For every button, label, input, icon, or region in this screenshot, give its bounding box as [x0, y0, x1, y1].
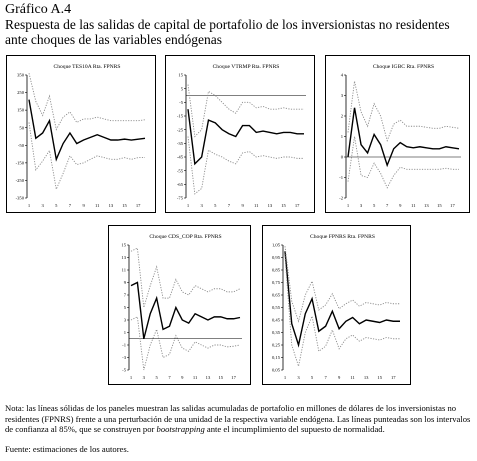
- y-tick-label: -75: [176, 195, 183, 201]
- chart-title: Choque CDS_COP Rta. FPNRS: [149, 234, 222, 240]
- x-tick-label: 13: [424, 203, 429, 208]
- x-tick-label: 5: [214, 203, 217, 208]
- figure-title: Respuesta de las salidas de capital de portafolio de los inversionistas no residentes ante choques de las variables endógenas: [5, 17, 450, 47]
- y-tick-label: -35: [176, 140, 183, 146]
- y-tick-label: -1: [122, 342, 126, 348]
- y-tick-label: 7: [123, 292, 126, 298]
- note-text-pre: Nota: las líneas sólidas de los paneles muestran las salidas acumuladas de portafolio en millones de dólares de los inversionistas no residentes (FPNRS) frente a una perturbación de una unidad de la respectiva variable endógena. Las líneas punteadas son los intervalos de confianza al 85%, que se construyen por: [5, 403, 471, 434]
- x-tick-label: 15: [122, 203, 127, 208]
- y-tick-label: -65: [176, 181, 183, 187]
- x-tick-label: 3: [359, 203, 363, 208]
- series-line-response: [348, 108, 459, 165]
- x-tick-label: 13: [108, 203, 114, 208]
- y-tick-label: 0,95: [271, 255, 280, 261]
- y-tick-label: -25: [176, 127, 183, 133]
- y-tick-label: 3: [340, 93, 343, 99]
- y-tick-label: -2: [339, 195, 343, 201]
- x-tick-label: 11: [350, 375, 355, 380]
- chart-panel-igbc: [325, 55, 470, 213]
- figure-heading: [5, 2, 473, 47]
- x-tick-label: 7: [386, 203, 389, 208]
- x-tick-label: 17: [390, 375, 396, 380]
- y-tick-label: 0,65: [271, 292, 280, 298]
- chart-title: Choque IGBC Rta. FPNRS: [372, 64, 435, 70]
- x-tick-label: 9: [241, 203, 244, 208]
- y-tick-label: 0,05: [271, 367, 280, 373]
- x-tick-label: 11: [254, 203, 259, 208]
- chart-title: Choque FPNRS Rta. FPNRS: [310, 234, 375, 240]
- x-tick-label: 1: [27, 203, 31, 208]
- note-text-emphasis: bootstrapping: [156, 424, 205, 434]
- chart-svg-2: [326, 56, 469, 212]
- y-tick-label: 15: [178, 72, 183, 78]
- x-tick-label: 7: [324, 375, 327, 380]
- y-tick-label: 0,35: [271, 330, 280, 336]
- y-tick-label: 0,15: [271, 355, 280, 361]
- x-tick-label: 11: [192, 375, 198, 380]
- x-tick-label: 9: [181, 375, 184, 380]
- series-line-response: [29, 100, 145, 160]
- x-tick-label: 1: [129, 375, 133, 380]
- y-tick-label: 0,55: [271, 305, 280, 311]
- x-tick-label: 5: [310, 375, 314, 380]
- x-tick-label: 1: [283, 375, 287, 380]
- x-tick-label: 7: [168, 375, 171, 380]
- x-tick-label: 17: [294, 203, 300, 208]
- series-line-upper: [188, 85, 304, 137]
- y-tick-label: 150: [17, 107, 24, 113]
- chart-svg-0: [7, 56, 155, 212]
- y-tick-label: -3: [122, 355, 126, 361]
- y-tick-label: 0,25: [271, 342, 280, 348]
- x-tick-label: 5: [372, 203, 376, 208]
- figure-label: Gráfico A.4: [5, 2, 72, 17]
- x-tick-label: 7: [227, 203, 231, 208]
- y-tick-label: -50: [17, 142, 24, 148]
- x-tick-label: 17: [450, 203, 455, 208]
- y-tick-label: 13: [121, 255, 126, 261]
- series-line-upper: [348, 81, 459, 140]
- x-tick-label: 7: [68, 203, 72, 208]
- x-tick-label: 17: [135, 203, 141, 208]
- x-tick-label: 3: [297, 375, 300, 380]
- x-tick-label: 11: [95, 203, 100, 208]
- chart-panel-vtrmp: [165, 55, 315, 213]
- chart-svg-1: [166, 56, 314, 212]
- x-tick-label: 9: [82, 203, 85, 208]
- y-tick-label: -1: [339, 175, 343, 181]
- x-tick-label: 9: [337, 375, 341, 380]
- series-line-response: [188, 109, 304, 164]
- y-tick-label: -5: [122, 367, 126, 373]
- x-tick-label: 5: [55, 203, 58, 208]
- y-tick-label: 5: [123, 305, 126, 311]
- y-tick-label: 1,05: [271, 242, 280, 248]
- y-tick-label: 50: [19, 125, 24, 131]
- series-line-upper: [131, 248, 240, 307]
- note-text-post: ante el incumplimiento del supuesto de normalidad.: [204, 424, 385, 434]
- chart-title: Choque VTRMP Rta. FPNRS: [212, 64, 280, 70]
- series-line-lower: [29, 122, 145, 189]
- figure-source: Fuente: estimaciones de los autores.: [5, 444, 129, 454]
- y-tick-label: 3: [123, 317, 126, 323]
- y-tick-label: 4: [340, 72, 343, 78]
- x-tick-label: 3: [142, 375, 145, 380]
- series-line-lower: [188, 137, 304, 194]
- y-tick-label: 350: [17, 72, 24, 78]
- y-tick-label: -150: [15, 160, 24, 166]
- x-tick-label: 13: [267, 203, 273, 208]
- y-tick-label: 9: [123, 280, 126, 286]
- x-tick-label: 5: [155, 375, 158, 380]
- series-line-lower: [285, 256, 400, 366]
- x-tick-label: 1: [186, 203, 190, 208]
- series-line-upper: [285, 246, 400, 321]
- y-tick-label: 0,85: [271, 267, 280, 273]
- y-tick-label: 1: [340, 134, 343, 140]
- y-tick-label: 15: [121, 242, 126, 248]
- x-tick-label: 11: [411, 203, 416, 208]
- chart-title: Choque TES10A Rta. FPNRS: [53, 64, 121, 70]
- x-tick-label: 15: [218, 375, 224, 380]
- series-line-response: [285, 251, 400, 345]
- y-tick-label: 0: [340, 154, 343, 160]
- y-tick-label: 250: [17, 90, 24, 96]
- chart-svg-3: [109, 226, 250, 384]
- x-tick-label: 15: [377, 375, 383, 380]
- x-tick-label: 17: [231, 375, 236, 380]
- chart-panel-fpnrs: [262, 225, 411, 385]
- x-tick-label: 13: [205, 375, 211, 380]
- y-tick-label: 0,45: [271, 317, 280, 323]
- series-line-response: [131, 283, 240, 339]
- chart-panel-cds-cop: [108, 225, 251, 385]
- x-tick-label: 15: [437, 203, 442, 208]
- figure-note: [5, 403, 475, 435]
- x-tick-label: 15: [281, 203, 286, 208]
- chart-panel-tes10a: [6, 55, 156, 213]
- y-tick-label: 0,75: [271, 280, 280, 286]
- chart-svg-4: [263, 226, 410, 384]
- x-tick-label: 3: [41, 203, 44, 208]
- y-tick-label: -5: [179, 99, 183, 105]
- x-tick-label: 9: [399, 203, 402, 208]
- y-tick-label: -250: [15, 178, 24, 184]
- y-tick-label: -55: [176, 168, 183, 174]
- x-tick-label: 3: [200, 203, 203, 208]
- y-tick-label: 2: [340, 113, 343, 119]
- x-tick-label: 1: [346, 203, 350, 208]
- y-tick-label: -15: [176, 113, 183, 119]
- y-tick-label: -350: [15, 195, 24, 201]
- y-tick-label: 5: [180, 86, 183, 92]
- y-tick-label: -45: [176, 154, 183, 160]
- series-line-upper: [29, 73, 145, 129]
- x-tick-label: 13: [363, 375, 369, 380]
- y-tick-label: 1: [123, 330, 126, 336]
- y-tick-label: 11: [121, 267, 126, 273]
